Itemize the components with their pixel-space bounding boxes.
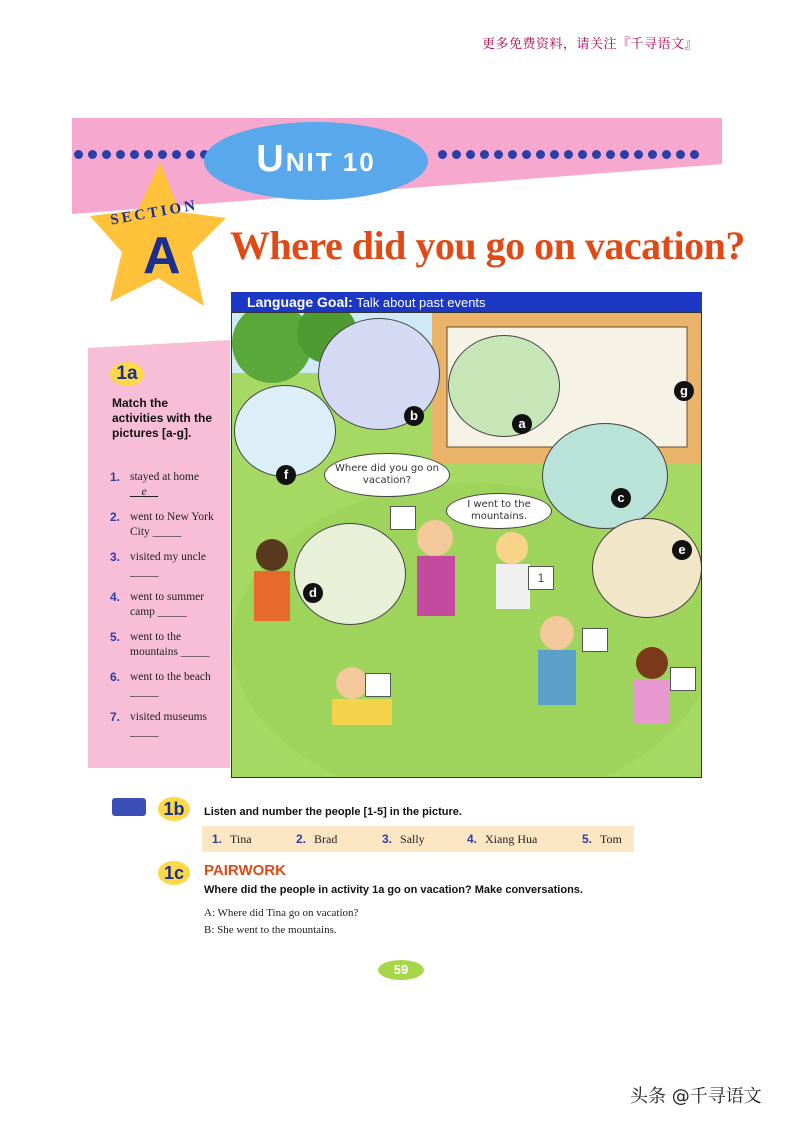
badge-1c: 1c [158,861,190,885]
picture-label-a: a [512,414,532,434]
thought-bubble-mountains [448,335,560,437]
badge-1a: 1a [110,362,144,386]
answer-blank[interactable]: _____ [152,525,182,538]
header-note: 更多免费资料，请关注『千寻语文』 [482,37,699,52]
thought-bubble-uncle [294,523,406,625]
person-name: 5. Tom [582,831,622,846]
badge-1b: 1b [158,797,190,821]
cassette-icon [112,798,146,816]
thought-bubble-home [592,518,702,618]
unit-title: UNIT 10 [256,138,376,180]
page-number: 59 [378,960,424,980]
vacation-illustration [231,312,702,778]
conversation-line-a: A: Where did Tina go on vacation? [204,907,359,919]
picture-label-b: b [404,406,424,426]
person-name: 1. Tina [212,831,252,846]
answer-blank[interactable]: _____ [180,645,210,658]
picture-label-f: f [276,465,296,485]
number-box[interactable] [582,628,608,652]
person-name: 4. Xiang Hua [467,831,538,846]
picture-label-c: c [611,488,631,508]
answer-blank[interactable]: _____ [130,565,159,578]
section-label: SECTION [109,197,200,229]
speech-bubble-answer: I went to the mountains. [446,493,552,529]
exercise-1a-instruction: Match the activities with the pictures [a-g]. [112,396,213,440]
answer-blank[interactable]: _____ [130,685,159,698]
list-item: 4. went to summer camp _____ [110,590,205,618]
banner-dots-right [438,150,699,162]
activity-list [110,470,228,750]
people-names-bar [202,826,634,852]
person-name: 3. Sally [382,831,425,846]
pairwork-title: PAIRWORK [204,862,286,879]
exercise-1b-instruction: Listen and number the people [1-5] in the picture. [204,806,462,818]
picture-label-e: e [672,540,692,560]
speech-bubble-question: Where did you go on vacation? [324,453,450,497]
list-item: 3. visited my uncle _____ [110,550,207,578]
number-box[interactable] [365,673,391,697]
number-box[interactable]: 1 [528,566,554,590]
language-goal-bar: Language Goal: Talk about past events [231,292,702,312]
picture-label-d: d [303,583,323,603]
thought-bubble-camp [542,423,668,529]
picture-label-g: g [674,381,694,401]
watermark: 头条 @千寻语文 [630,1086,762,1107]
exercise-1c-instruction: Where did the people in activity 1a go on vacation? Make conversations. [204,884,583,896]
number-box[interactable] [390,506,416,530]
number-box[interactable] [670,667,696,691]
list-item: 5. went to the mountains _____ [110,630,210,658]
answer-blank[interactable]: _____ [130,725,159,738]
list-item: 7. visited museums _____ [110,710,207,738]
thought-bubble-beach [234,385,336,477]
answer-blank[interactable]: __e__ [130,485,159,498]
section-letter: A [143,227,181,285]
list-item: 6. went to the beach _____ [110,670,211,698]
list-item: 2. went to New York City _____ [110,510,214,538]
conversation-line-b: B: She went to the mountains. [204,924,337,936]
person-name: 2. Brad [296,831,338,846]
list-item: 1. stayed at home __e__ [110,470,199,498]
answer-blank[interactable]: _____ [157,605,187,618]
lesson-title: Where did you go on vacation? [230,223,745,268]
